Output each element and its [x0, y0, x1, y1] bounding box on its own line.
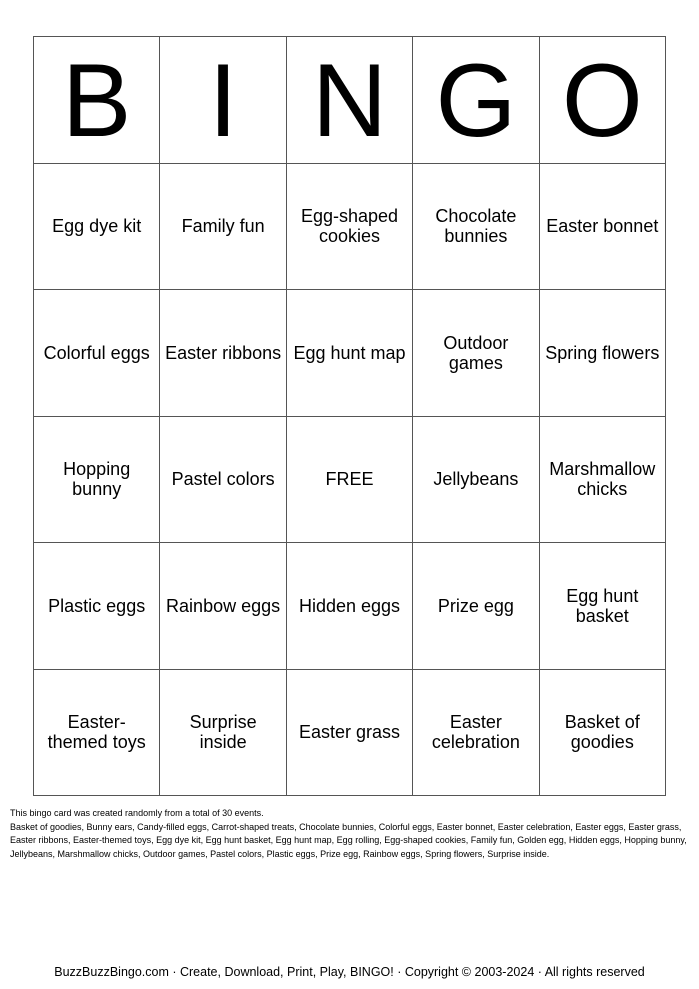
- bingo-cell: Outdoor games: [413, 290, 539, 417]
- bingo-cell: Egg hunt map: [287, 290, 413, 417]
- bingo-cell: Easter bonnet: [540, 164, 666, 291]
- bingo-cell: Spring flowers: [540, 290, 666, 417]
- bingo-cell: Basket of goodies: [540, 670, 666, 797]
- bingo-card: [33, 36, 666, 796]
- bingo-cell: Marshmallow chicks: [540, 417, 666, 544]
- bingo-cell: Hopping bunny: [34, 417, 160, 544]
- bingo-cell: Easter grass: [287, 670, 413, 797]
- bingo-cell: Easter-themed toys: [34, 670, 160, 797]
- bingo-cell: Jellybeans: [413, 417, 539, 544]
- bingo-cell: Egg dye kit: [34, 164, 160, 291]
- bingo-cell: Egg-shaped cookies: [287, 164, 413, 291]
- bingo-cell: Rainbow eggs: [160, 543, 286, 670]
- bingo-cell: Chocolate bunnies: [413, 164, 539, 291]
- bingo-cell: Easter celebration: [413, 670, 539, 797]
- header-letter-b: B: [34, 37, 160, 164]
- header-letter-o: O: [540, 37, 666, 164]
- events-note-intro: This bingo card was created randomly from a total of 30 events.: [10, 808, 264, 818]
- events-note-list: Basket of goodies, Bunny ears, Candy-filled eggs, Carrot-shaped treats, Chocolate bunnies, Colorful eggs, Easter bonnet, Easter celebration, Easter eggs, Easter grass, Easter ribbons, Easter-themed toys, Egg dye kit, Egg hunt basket, Egg hunt map, Egg rolling, Egg-shaped cookies, Family fun, Golden egg, Hidden eggs, Hopping bunny, Jellybeans, Marshmallow chicks, Outdoor games, Pastel colors, Plastic eggs, Prize egg, Rainbow eggs, Spring flowers, Surprise inside.: [10, 821, 687, 859]
- bingo-cell: Colorful eggs: [34, 290, 160, 417]
- events-note: [10, 807, 690, 861]
- header-letter-n: N: [287, 37, 413, 164]
- bingo-cell: Family fun: [160, 164, 286, 291]
- free-space-cell: FREE: [287, 417, 413, 544]
- bingo-cell: Easter ribbons: [160, 290, 286, 417]
- bingo-cell: Pastel colors: [160, 417, 286, 544]
- bingo-cell: Plastic eggs: [34, 543, 160, 670]
- header-letter-g: G: [413, 37, 539, 164]
- header-letter-i: I: [160, 37, 286, 164]
- bingo-cell: Surprise inside: [160, 670, 286, 797]
- bingo-cell: Hidden eggs: [287, 543, 413, 670]
- bingo-cell: Prize egg: [413, 543, 539, 670]
- bingo-cell: Egg hunt basket: [540, 543, 666, 670]
- site-footer: BuzzBuzzBingo.com · Create, Download, Print, Play, BINGO! · Copyright © 2003-2024 · All rights reserved: [54, 965, 645, 979]
